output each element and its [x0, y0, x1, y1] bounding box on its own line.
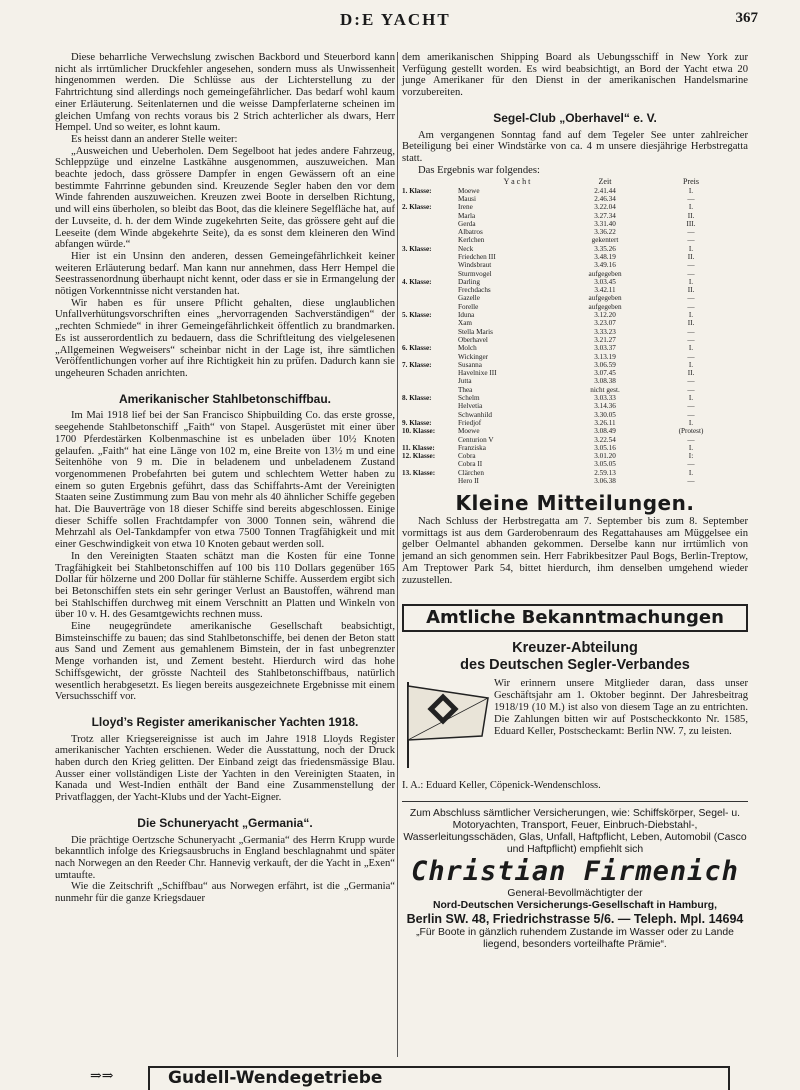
klasse-cell	[402, 303, 458, 311]
result-row	[402, 353, 748, 361]
zeit-cell: 2.46.34	[594, 194, 616, 203]
bottom-advertisement-strip	[90, 1066, 710, 1090]
klasse-cell: 4. Klasse:	[402, 277, 432, 286]
preis-cell: I.	[688, 277, 694, 286]
zeit-cell: 3.42.11	[594, 286, 616, 295]
pennant-flag-icon	[402, 678, 494, 774]
result-row	[402, 294, 748, 302]
paragraph: In den Vereinigten Staaten schätzt man die Kosten für eine Tonne Tragfähigkeit bei Stahlbetonschiffen auf 100 bis 110 Dollars gegenüber 165 Dollar für hölzerne und 200 Dollar für stählerne Schiffe. Ausserdem ergibt sich bei Betonschiffen stets ein sehr geringer Verlust an Baustoffen, während man bei Stahlschiffen durchweg mit einem Verschnitt an Platten und Winkeln von über 10 v. H. des Gesamtgewichts rechnen muss.	[55, 550, 395, 621]
column-header-preis: Preis	[683, 177, 699, 187]
result-row	[402, 187, 748, 195]
zeit-cell: 3.36.22	[594, 228, 616, 237]
preis-cell: I.	[688, 394, 694, 403]
paragraph: Wie die Zeitschrift „Schiffbau“ aus Norwegen erfährt, ist die „Germania“ nunmehr für die ganze Kriegsdauer	[55, 881, 395, 905]
paragraph: Am vergangenen Sonntag fand auf dem Tegeler See unter zahlreicher Beteiligung bei einer Windstärke von ca. 4 m unsere diesjährige Herbstregatta statt.	[402, 129, 748, 164]
preis-cell: —	[687, 327, 695, 336]
preis-cell: (Protest)	[678, 427, 704, 436]
zeit-cell: 3.31.40	[594, 219, 616, 228]
klasse-cell: 9. Klasse:	[402, 418, 432, 427]
yacht-cell: Havelnixe III	[458, 369, 497, 378]
result-row	[402, 460, 748, 468]
klasse-cell	[402, 336, 458, 344]
kreuzer-signature: I. A.: Eduard Keller, Cöpenick-Wendenschloss.	[402, 779, 601, 791]
yacht-cell: Sturmvogel	[458, 269, 492, 278]
yacht-cell: Susanna	[458, 360, 482, 369]
result-row	[402, 361, 748, 369]
paragraph: „Ausweichen und Ueberholen. Dem Segelboot hat jedes andere Fahrzeug, Schleppzüge und einzelne Lastkähne ausgenommen, auszuweichen. Man beachte jedoch, dass grössere Dampfer in engen Gewässern oft an eine bestimmte Fahrrinne gebunden sind. Kreuzende Segler haben den vor dem Winde fahrenden auszuweichen. Kreuzen zwei Boote in derselben Richtung, und will eins überholen, so bleibt das Boot, das die kleinere Segelfläche hat, auf der Luvseite, d. h. der dem Winde zugekehrten Seite, das grössere geht auf die Leeseite (dem Winde abgekehrte Seite), da es sonst dem kleineren den Wind abfangen würde.“	[55, 145, 395, 251]
left-column	[55, 52, 395, 905]
klasse-cell: 1. Klasse:	[402, 186, 432, 195]
zeit-cell: 3.08.38	[594, 377, 616, 386]
preis-cell: II.	[687, 319, 695, 328]
zeit-cell: 3.06.59	[594, 360, 616, 369]
paragraph: dem amerikanischen Shipping Board als Uebungsschiff in New York zur Verfügung gestellt worden. Es wird beabsichtigt, an Bord der Yacht etwa 20 junge Amerikaner für den Dienst in der amerikanischen Handelsmarine vorzubereiten.	[402, 52, 748, 99]
preis-cell: —	[687, 194, 695, 203]
result-row	[402, 270, 748, 278]
preis-cell: —	[687, 477, 695, 486]
zeit-cell: 3.01.20	[594, 452, 616, 461]
paragraph: Diese beharrliche Verwechslung zwischen Backbord und Steuerbord kann nicht als irrtümlicher Druckfehler angesehen, sondern muss als Unwissenheit hingenommen werden. Die Schlüsse aus der Lichterstellung zu der Fahrtrichtung sind allerdings noch gemeingefährlicher. Das bedarf wohl kaum einer Erläuterung. Seitenlaternen und die weisse Dampferlaterne scheinen im gleichen Umfang von rechts voraus bis 2 Strich achterlicher als dwars, Herr Hempel. Und so weiter, es lohnt kaum.	[55, 52, 395, 134]
ad-note: „Für Boote in gänzlich ruhendem Zustande im Wasser oder zu Lande liegend, besonders vorteilhafte Prämie“.	[416, 927, 734, 951]
klasse-cell	[402, 460, 458, 468]
kreuzer-notice	[402, 678, 748, 774]
preis-cell: —	[687, 302, 695, 311]
preis-cell: I.	[688, 418, 694, 427]
result-row	[402, 427, 748, 435]
preis-cell: —	[687, 460, 695, 469]
heading-lloyds: Lloyd’s Register amerikanischer Yachten 1918.	[91, 714, 359, 729]
klasse-cell	[402, 261, 458, 269]
yacht-cell: Molch	[458, 344, 477, 353]
preis-cell: —	[687, 335, 695, 344]
preis-cell: II.	[687, 253, 695, 261]
ad-address: Berlin SW. 48, Friedrichstrasse 5/6. — Teleph. Mpl. 14694	[406, 912, 744, 927]
klasse-cell	[402, 212, 458, 220]
ad-line: Nord-Deutschen Versicherungs-Gesellschaft in Hamburg,	[432, 900, 718, 912]
result-row	[402, 394, 748, 402]
running-title: D:E YACHT	[340, 10, 451, 29]
preis-cell: —	[687, 410, 695, 419]
yacht-cell: Cobra	[458, 452, 476, 461]
klasse-cell	[402, 353, 458, 361]
zeit-cell: 3.49.16	[594, 261, 616, 270]
zeit-cell: gekentert	[591, 236, 619, 245]
preis-cell: —	[687, 402, 695, 411]
table-header-row	[402, 178, 748, 186]
preis-cell: —	[687, 377, 695, 386]
zeit-cell: aufgegeben	[588, 302, 622, 311]
result-row	[402, 469, 748, 477]
preis-cell: —	[687, 228, 695, 237]
heading-segel-club: Segel-Club „Oberhavel“ e. V.	[493, 110, 657, 125]
yacht-cell: Jutta	[458, 377, 472, 386]
zeit-cell: 3.03.45	[594, 277, 616, 286]
result-row	[402, 328, 748, 336]
result-row	[402, 336, 748, 344]
klasse-cell: 13. Klasse:	[402, 468, 436, 477]
yacht-cell: Clärchen	[458, 468, 484, 477]
klasse-cell	[402, 377, 458, 385]
yacht-cell: Schelm	[458, 394, 480, 403]
preis-cell: I.	[688, 244, 694, 253]
result-row	[402, 253, 748, 261]
zeit-cell: 3.48.19	[594, 253, 616, 261]
zeit-cell: 3.03.37	[594, 344, 616, 353]
zeit-cell: 3.21.27	[594, 335, 616, 344]
preis-cell: I.	[688, 311, 694, 320]
klasse-cell: 6. Klasse:	[402, 344, 432, 353]
zeit-cell: 3.22.04	[594, 203, 616, 212]
klasse-cell: 7. Klasse:	[402, 360, 432, 369]
zeit-cell: aufgegeben	[588, 269, 622, 278]
zeit-cell: 3.30.05	[594, 410, 616, 419]
klasse-cell	[402, 402, 458, 410]
yacht-cell: Oberhavel	[458, 335, 488, 344]
yacht-cell: Mausi	[458, 194, 476, 203]
zeit-cell: 3.14.36	[594, 402, 616, 411]
heading-kleine-mitteilungen: Kleine Mitteilungen.	[455, 491, 695, 516]
klasse-cell	[402, 253, 458, 261]
klasse-cell	[402, 270, 458, 278]
paragraph: Wir haben es für unsere Pflicht gehalten, diese unglaublichen Unfallverhütungsvorschriften eines „hervorragenden Sachverständigen“ der „rechten Schmiede“ in ihrer Gemeingefährlichkeit öffentlich zu brandmarken. Es ist ausserordentlich zu bedauern, dass die Schriftleitung des vielgelesenen „Allgemeinen Wegweisers“ scheinbar nicht in der Lage ist, ihre sämtlichen Veröffentlichungen vorher auf ihre Richtigkeit hin zu prüfen. Dadurch kann sie ungeheuren Schaden anrichten.	[55, 297, 395, 379]
yacht-cell: Franziska	[458, 443, 486, 452]
preis-cell: —	[687, 261, 695, 270]
yacht-cell: Neck	[458, 244, 474, 253]
paragraph: Im Mai 1918 lief bei der San Francisco Shipbuilding Co. das erste grosse, seegehende Stahlbetonschiff „Faith“ von Stapel. Ausgerüstet mit einer über 1700 Pferdestärken Kolbenmaschine ist es unbeladen über 10½ Knoten gelaufen. „Faith“ hat eine Länge von 102 m, eine Breite von 13½ m und eine Seitenhöhe von 9 m. Die in beladenem und unbeladenem Zustand vorgenommenen Probefahrten bei gutem und schlechtem Wetter haben zu einem so guten Ergebnis geführt, dass das Schiffahrts-Amt der Vereinigten Staaten seine Zustimmung zum Bau von mehr als 40 ähnlicher Schiffe gegeben hat. Die Bauverträge von 18 dieser Schiffe sind bereits abgeschlossen. Einige dieser Schiffe sollen Frachtdampfer von 3000 Tonnen sein, während die Mehrzahl als Oel-Tankdampfer von etwa 7500 Tonnen Tragfähigkeit und mit einer Geschwindigkeit von etwa 10 Knoten gebaut werden soll.	[55, 410, 395, 551]
yacht-cell: Iduna	[458, 311, 475, 320]
yacht-cell: Moewe	[458, 427, 480, 436]
paragraph: Die prächtige Oertzsche Schuneryacht „Germania“ des Herrn Krupp wurde bekanntlich infolge des Kriegsausbruchs in England beschlagnahmt und später nach Norwegen an den Reeder Chr. Hannevig verkauft, der die Yacht in „Exen“ umtaufte.	[55, 834, 395, 881]
zeit-cell: 3.23.07	[594, 319, 616, 328]
preis-cell: —	[687, 435, 695, 444]
insurance-advertisement	[402, 808, 748, 951]
yacht-cell: Helvetia	[458, 402, 483, 411]
klasse-cell	[402, 369, 458, 377]
result-row	[402, 436, 748, 444]
preis-cell: I.	[688, 186, 694, 195]
preis-cell: II.	[687, 369, 695, 378]
paragraph: Eine neugegründete amerikanische Gesellschaft beabsichtigt, Bimsteinschiffe zu bauen; das sind Stahlbetonschiffe, bei denen der Beton statt aus Sand und Zement aus gemahlenem Bimstein, der in fast unbegrenzter Menge vorhanden ist, und Zement besteht. Hierdurch wird das hohe Schiffsgewicht, der grösste Nachteil des Stahlbetonschiffbaus, natürlich wesentlich herabgesetzt. Es liegen bereits ausgezeichnete Ergebnisse mit einem Versuchsschiff vor.	[55, 621, 395, 703]
zeit-cell: 3.12.20	[594, 311, 616, 320]
paragraph: Trotz aller Kriegsereignisse ist auch im Jahre 1918 Lloyds Register amerikanischer Yachten erschienen. Weder die Ausstattung, noch der Druck haben durch den Krieg gelitten. Der Einband zeigt das friedensmässige Blau. Ausser einer vollständigen Liste der Yachten in den Vereinigten Staaten, in Kanada und West-Indien enthält der Band eine Zusammenstellung der Privatflaggen, der Yacht-Klubs und der Yacht-Eigner.	[55, 733, 395, 804]
preis-cell: II.	[687, 211, 695, 220]
yacht-cell: Schwanhild	[458, 410, 492, 419]
klasse-cell	[402, 220, 458, 228]
yacht-cell: Windsbraut	[458, 261, 492, 270]
result-row	[402, 319, 748, 327]
zeit-cell: 3.35.26	[594, 244, 616, 253]
klasse-cell	[402, 228, 458, 236]
result-row	[402, 369, 748, 377]
ad-line: General-Bevollmächtigter der	[507, 888, 643, 900]
zeit-cell: 3.05.05	[594, 460, 616, 469]
klasse-cell	[402, 286, 458, 294]
zeit-cell: 2.41.44	[594, 186, 616, 195]
zeit-cell: 3.33.23	[594, 327, 616, 336]
zeit-cell: 3.26.11	[594, 418, 616, 427]
zeit-cell: 2.59.13	[594, 468, 616, 477]
column-header-yacht: Y a c h t	[503, 177, 531, 187]
preis-cell: I.	[688, 468, 694, 477]
yacht-cell: Moewe	[458, 186, 480, 195]
result-row	[402, 220, 748, 228]
yacht-cell: Xam	[458, 319, 472, 328]
result-row	[402, 386, 748, 394]
result-row	[402, 411, 748, 419]
column-header-zeit: Zeit	[598, 177, 612, 187]
preis-cell: I.	[688, 443, 694, 452]
yacht-cell: Frechdachs	[458, 286, 491, 295]
yacht-cell: Darling	[458, 277, 480, 286]
amtliche-bekanntmachungen-banner: Amtliche Bekanntmachungen	[402, 604, 748, 632]
zeit-cell: nicht gest.	[590, 385, 620, 394]
kreuzer-heading-line1: Kreuzer-Abteilung	[512, 639, 638, 656]
yacht-cell: Stella Maris	[458, 327, 493, 336]
klasse-cell: 5. Klasse:	[402, 311, 432, 320]
divider	[402, 801, 748, 802]
zeit-cell: 3.06.38	[594, 477, 616, 486]
ad-intro: Zum Abschluss sämtlicher Versicherungen, wie: Schiffskörper, Segel- u. Motoryachten, Transport, Feuer, Einbruch-Diebstahl-, Wasserleitungsschäden, Glas, Unfall, Haftpflicht, Leben, Automobil (Casco und Haftpflicht) empfiehlt sich	[403, 808, 747, 856]
yacht-cell: Wickinger	[458, 352, 489, 361]
result-row	[402, 477, 748, 485]
result-row	[402, 377, 748, 385]
klasse-cell	[402, 386, 458, 394]
preis-cell: I.	[688, 344, 694, 353]
klasse-cell	[402, 328, 458, 336]
zeit-cell: 3.07.45	[594, 369, 616, 378]
klasse-cell	[402, 477, 458, 485]
klasse-cell	[402, 236, 458, 244]
yacht-cell: Gazelle	[458, 294, 480, 303]
page-header	[0, 10, 800, 34]
yacht-cell: Hero II	[458, 477, 479, 486]
klasse-cell: 10. Klasse:	[402, 427, 436, 436]
heading-germania: Die Schuneryacht „Germania“.	[137, 815, 313, 830]
klasse-cell	[402, 195, 458, 203]
klasse-cell	[402, 411, 458, 419]
paragraph: Hier ist ein Unsinn den anderen, dessen Gemeingefährlichkeit keiner weiteren Erläuterung bedarf. Man kann nur annehmen, dass Herr Hempel die Seestrassenordnung überhaupt nicht kennt, oder dass er sie in Ermangelung der nötigen Vorkenntnisse nicht verstanden hat.	[55, 250, 395, 298]
kreuzer-heading-line2: des Deutschen Segler-Verbandes	[460, 656, 690, 673]
result-row	[402, 419, 748, 427]
result-row	[402, 228, 748, 236]
result-row	[402, 195, 748, 203]
result-row	[402, 203, 748, 211]
yacht-cell: Gerda	[458, 219, 476, 228]
result-row	[402, 311, 748, 319]
zeit-cell: 3.27.34	[594, 211, 616, 220]
kreuzer-notice-text: Wir erinnern unsere Mitglieder daran, dass unser Geschäftsjahr am 1. Oktober beginnt. Der Jahresbeitrag 1918/19 (10 M.) ist also von diesem Tage an zu entrichten. Die Zahlungen bitten wir auf Postscheckkonto Nr. 1585, Eduard Keller, Postscheckamt: Berlin NW. 7, zu leisten.	[494, 677, 748, 737]
result-row	[402, 444, 748, 452]
preis-cell: II.	[687, 286, 695, 295]
result-row	[402, 236, 748, 244]
column-divider	[397, 52, 398, 1057]
yacht-cell: Friedjof	[458, 418, 482, 427]
results-table	[402, 178, 748, 485]
klasse-cell: 11. Klasse:	[402, 443, 435, 452]
klasse-cell: 2. Klasse:	[402, 203, 432, 212]
paragraph: Das Ergebnis war folgendes:	[418, 164, 540, 176]
yacht-cell: Kerlchen	[458, 236, 485, 245]
yacht-cell: Thea	[458, 385, 473, 394]
bottom-ad-title: Gudell-Wendegetriebe	[148, 1066, 730, 1090]
page-number: 367	[735, 10, 758, 26]
paragraph: Nach Schluss der Herbstregatta am 7. September bis zum 8. September vormittags ist aus dem Garderobenraum des Regattahauses am Müggelsee ein gelber Oelmantel abhanden gekommen. Derselbe kann nur irrtümlich von jemand an sich genommen sein. Herr Fabrikbesitzer Paul Bogs, Berlin-Treptow, Am Treptower Park 54, bittet hierdurch, ihm denselben umgehend wieder zuzustellen.	[402, 516, 748, 586]
preis-cell: —	[687, 236, 695, 245]
yacht-cell: Centurion V	[458, 435, 494, 444]
right-column	[402, 52, 748, 951]
preis-cell: —	[687, 352, 695, 361]
klasse-cell	[402, 319, 458, 327]
yacht-cell: Cobra II	[458, 460, 483, 469]
klasse-cell: 3. Klasse:	[402, 244, 432, 253]
yacht-cell: Friedchen III	[458, 253, 496, 261]
result-row	[402, 278, 748, 286]
yacht-cell: Albatros	[458, 228, 483, 237]
result-row	[402, 452, 748, 460]
preis-cell: —	[687, 294, 695, 303]
zeit-cell: 3.05.16	[594, 443, 616, 452]
preis-cell: I.	[688, 360, 694, 369]
result-row	[402, 402, 748, 410]
klasse-cell	[402, 294, 458, 302]
preis-cell: —	[687, 385, 695, 394]
klasse-cell	[402, 436, 458, 444]
zeit-cell: 3.22.54	[594, 435, 616, 444]
ad-company-name: Christian Firmenich	[411, 856, 739, 888]
yacht-cell: Marla	[458, 211, 476, 220]
result-row	[402, 261, 748, 269]
preis-cell: I:	[688, 452, 694, 461]
result-row	[402, 303, 748, 311]
result-row	[402, 344, 748, 352]
yacht-cell: Forelle	[458, 302, 479, 311]
preis-cell: I.	[688, 203, 694, 212]
klasse-cell: 8. Klasse:	[402, 394, 432, 403]
result-row	[402, 286, 748, 294]
klasse-cell: 12. Klasse:	[402, 452, 436, 461]
zeit-cell: 3.08.49	[594, 427, 616, 436]
paragraph: Es heisst dann an anderer Stelle weiter:	[71, 133, 238, 145]
result-row	[402, 245, 748, 253]
preis-cell: —	[687, 269, 695, 278]
yacht-cell: Irene	[458, 203, 473, 212]
result-row	[402, 212, 748, 220]
zeit-cell: aufgegeben	[588, 294, 622, 303]
double-arrow-icon: ⇒⇒	[90, 1069, 114, 1084]
preis-cell: III.	[686, 219, 696, 228]
heading-stahlbeton: Amerikanischer Stahlbetonschiffbau.	[118, 391, 332, 406]
zeit-cell: 3.13.19	[594, 352, 616, 361]
zeit-cell: 3.03.33	[594, 394, 616, 403]
